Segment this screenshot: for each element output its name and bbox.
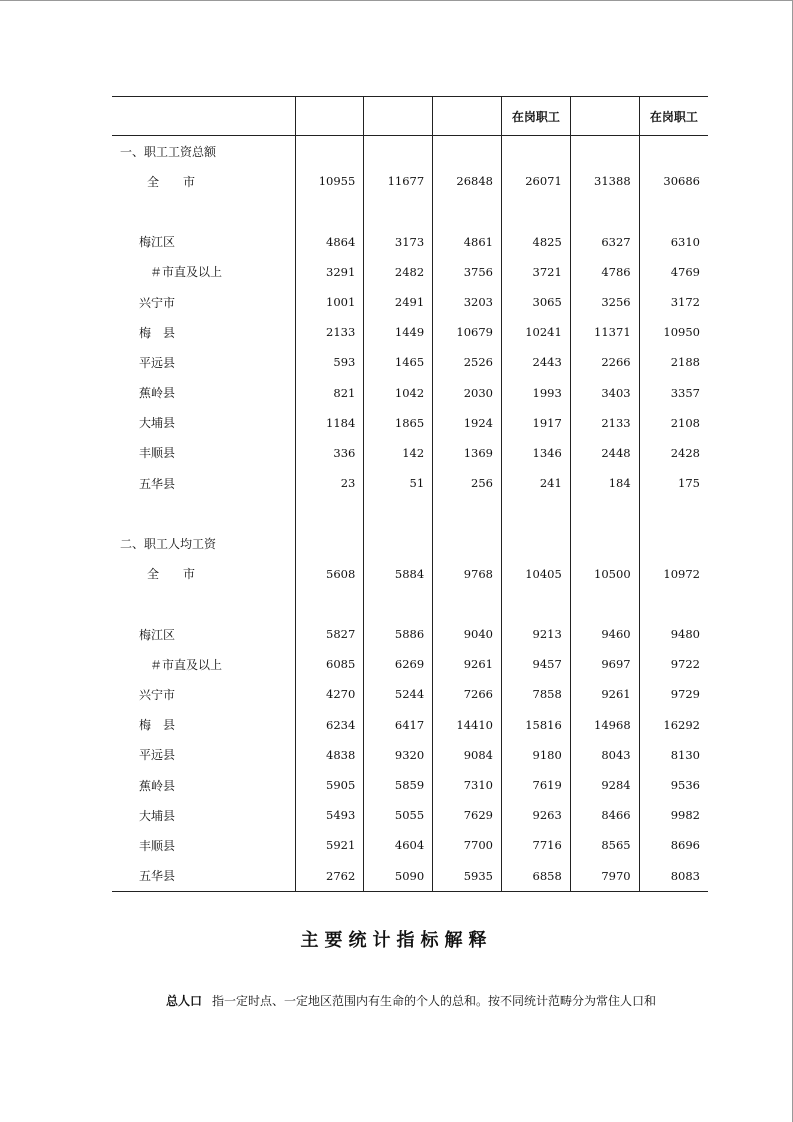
table-row [112,800,708,830]
row-label: 五华县 [139,476,176,491]
row-label: ＃市直及以上 [150,265,223,280]
table-row [112,649,708,679]
value-cell [639,498,708,528]
value-cell: 1924 [433,408,502,438]
value-cell: 5905 [295,770,364,800]
value-cell: 10950 [639,317,708,347]
value-cell: 5055 [364,800,433,830]
value-cell: 6417 [364,710,433,740]
value-cell: 1993 [501,378,570,408]
table-row [112,378,708,408]
row-label: 梅江区 [139,627,176,642]
value-cell: 9697 [570,649,639,679]
value-cell: 9263 [501,800,570,830]
value-cell [295,136,364,167]
table-row [112,257,708,287]
table-row [112,559,708,589]
value-cell: 7716 [501,830,570,860]
value-cell: 2526 [433,347,502,377]
row-label: 丰顺县 [139,838,176,853]
value-cell: 9536 [639,770,708,800]
row-label: 平远县 [139,355,176,370]
value-cell: 5859 [364,770,433,800]
value-cell: 8696 [639,830,708,860]
value-cell [364,528,433,558]
value-cell: 9982 [639,800,708,830]
table-row [112,438,708,468]
value-cell: 9261 [570,679,639,709]
value-cell [295,589,364,619]
table-row [112,830,708,860]
row-label: 梅 县 [139,718,176,733]
value-cell: 6858 [501,861,570,892]
value-cell [570,528,639,558]
value-cell: 4864 [295,227,364,257]
row-label: 丰顺县 [139,446,176,461]
row-label: 蕉岭县 [139,386,176,401]
value-cell: 15816 [501,710,570,740]
value-cell: 241 [501,468,570,498]
value-cell: 5090 [364,861,433,892]
value-cell: 2030 [433,378,502,408]
value-cell: 8466 [570,800,639,830]
table-row [112,347,708,377]
value-cell: 3721 [501,257,570,287]
value-cell: 3065 [501,287,570,317]
section-heading: 二、职工人均工资 [120,537,217,552]
value-cell: 1449 [364,317,433,347]
value-cell: 9180 [501,740,570,770]
header-cell: 在岗职工 [639,97,708,136]
value-cell [295,196,364,226]
value-cell: 4604 [364,830,433,860]
definition-text: 指一定时点、一定地区范围内有生命的个人的总和。按不同统计范畴分为常住人口和 [212,994,657,1008]
value-cell: 6234 [295,710,364,740]
value-cell: 5935 [433,861,502,892]
value-cell: 10500 [570,559,639,589]
value-cell: 5827 [295,619,364,649]
definition-term: 总人口 [166,994,203,1008]
value-cell: 1346 [501,438,570,468]
value-cell [570,196,639,226]
value-cell: 3756 [433,257,502,287]
table-row [112,679,708,709]
table-row [112,287,708,317]
section-title: 主要统计指标解释 [300,930,493,951]
row-label: 全 市 [147,567,196,582]
spacer-row [112,589,708,619]
header-cell [433,97,502,136]
table-row [112,317,708,347]
value-cell [364,589,433,619]
value-cell: 175 [639,468,708,498]
value-cell: 5884 [364,559,433,589]
value-cell: 184 [570,468,639,498]
value-cell: 2491 [364,287,433,317]
row-label [112,196,295,226]
value-cell: 2266 [570,347,639,377]
value-cell: 16292 [639,710,708,740]
value-cell: 8130 [639,740,708,770]
header-cell: 在岗职工 [501,97,570,136]
table-row [112,227,708,257]
table-row [112,619,708,649]
value-cell: 7619 [501,770,570,800]
value-cell [295,528,364,558]
row-label: 梅江区 [139,235,176,250]
value-cell [433,498,502,528]
value-cell: 3403 [570,378,639,408]
spacer-row [112,196,708,226]
value-cell: 1465 [364,347,433,377]
header-cell [364,97,433,136]
value-cell: 3291 [295,257,364,287]
value-cell [433,589,502,619]
row-label [112,498,295,528]
value-cell: 256 [433,468,502,498]
value-cell: 1184 [295,408,364,438]
value-cell [433,528,502,558]
value-cell: 821 [295,378,364,408]
value-cell [639,589,708,619]
row-label: ＃市直及以上 [150,657,223,672]
value-cell: 9729 [639,679,708,709]
header-cell [570,97,639,136]
value-cell: 11371 [570,317,639,347]
value-cell: 10955 [295,166,364,196]
section-heading: 一、职工工资总额 [120,144,217,159]
value-cell [501,528,570,558]
value-cell: 336 [295,438,364,468]
value-cell: 2188 [639,347,708,377]
row-label: 大埔县 [139,416,176,431]
row-label: 平远县 [139,748,176,763]
header-cell [295,97,364,136]
value-cell: 9084 [433,740,502,770]
value-cell: 7700 [433,830,502,860]
value-cell: 1865 [364,408,433,438]
value-cell: 11677 [364,166,433,196]
value-cell: 7266 [433,679,502,709]
value-cell: 9320 [364,740,433,770]
value-cell [433,196,502,226]
value-cell: 5608 [295,559,364,589]
value-cell [433,136,502,167]
value-cell: 23 [295,468,364,498]
value-cell [295,498,364,528]
table-body [112,136,708,892]
table-header-row [112,97,708,136]
value-cell [570,498,639,528]
value-cell: 593 [295,347,364,377]
row-label: 蕉岭县 [139,778,176,793]
header-cell [112,97,295,136]
value-cell: 4825 [501,227,570,257]
value-cell [570,136,639,167]
row-label: 兴宁市 [139,687,176,702]
row-label: 梅 县 [139,325,176,340]
section-heading-row [112,528,708,558]
value-cell: 51 [364,468,433,498]
value-cell: 2428 [639,438,708,468]
table-row [112,468,708,498]
table-row [112,408,708,438]
value-cell: 3357 [639,378,708,408]
value-cell: 7629 [433,800,502,830]
value-cell: 3256 [570,287,639,317]
row-label: 五华县 [112,861,295,892]
value-cell: 10679 [433,317,502,347]
row-label [112,589,295,619]
value-cell: 4786 [570,257,639,287]
value-cell: 2133 [295,317,364,347]
value-cell: 1042 [364,378,433,408]
value-cell: 9284 [570,770,639,800]
value-cell: 10405 [501,559,570,589]
value-cell: 6085 [295,649,364,679]
value-cell: 2133 [570,408,639,438]
row-label: 兴宁市 [139,295,176,310]
value-cell: 2443 [501,347,570,377]
value-cell: 8043 [570,740,639,770]
value-cell: 8565 [570,830,639,860]
value-cell: 14968 [570,710,639,740]
value-cell: 2108 [639,408,708,438]
section-heading-row [112,136,708,167]
value-cell [501,498,570,528]
value-cell: 10241 [501,317,570,347]
value-cell [639,136,708,167]
value-cell [501,136,570,167]
value-cell [364,136,433,167]
value-cell: 10972 [639,559,708,589]
row-label: 全 市 [147,174,196,189]
value-cell: 6327 [570,227,639,257]
value-cell: 2448 [570,438,639,468]
value-cell: 9460 [570,619,639,649]
value-cell: 1369 [433,438,502,468]
value-cell: 3173 [364,227,433,257]
value-cell: 14410 [433,710,502,740]
value-cell: 26071 [501,166,570,196]
value-cell: 7310 [433,770,502,800]
value-cell: 1917 [501,408,570,438]
table-row [112,770,708,800]
table-row [112,861,708,892]
table-row [112,710,708,740]
value-cell: 4769 [639,257,708,287]
value-cell: 9457 [501,649,570,679]
value-cell: 4838 [295,740,364,770]
value-cell: 26848 [433,166,502,196]
value-cell: 3203 [433,287,502,317]
value-cell: 5921 [295,830,364,860]
value-cell: 6269 [364,649,433,679]
value-cell: 142 [364,438,433,468]
value-cell: 9040 [433,619,502,649]
value-cell: 4861 [433,227,502,257]
value-cell: 9722 [639,649,708,679]
value-cell: 8083 [639,861,708,892]
value-cell: 1001 [295,287,364,317]
spacer-row [112,498,708,528]
value-cell [639,528,708,558]
value-cell: 30686 [639,166,708,196]
value-cell: 2482 [364,257,433,287]
table-row [112,166,708,196]
value-cell [364,196,433,226]
value-cell [570,589,639,619]
row-label: 大埔县 [139,808,176,823]
value-cell: 9768 [433,559,502,589]
value-cell: 9213 [501,619,570,649]
value-cell: 9480 [639,619,708,649]
value-cell: 2762 [295,861,364,892]
value-cell [364,498,433,528]
wage-statistics-table [112,96,708,892]
value-cell [501,589,570,619]
value-cell: 5493 [295,800,364,830]
value-cell: 6310 [639,227,708,257]
value-cell: 5244 [364,679,433,709]
value-cell: 4270 [295,679,364,709]
value-cell: 3172 [639,287,708,317]
value-cell: 5886 [364,619,433,649]
value-cell [501,196,570,226]
value-cell: 7858 [501,679,570,709]
value-cell [639,196,708,226]
value-cell: 31388 [570,166,639,196]
value-cell: 9261 [433,649,502,679]
definition-paragraph [166,992,656,1009]
table-row [112,740,708,770]
value-cell: 7970 [570,861,639,892]
